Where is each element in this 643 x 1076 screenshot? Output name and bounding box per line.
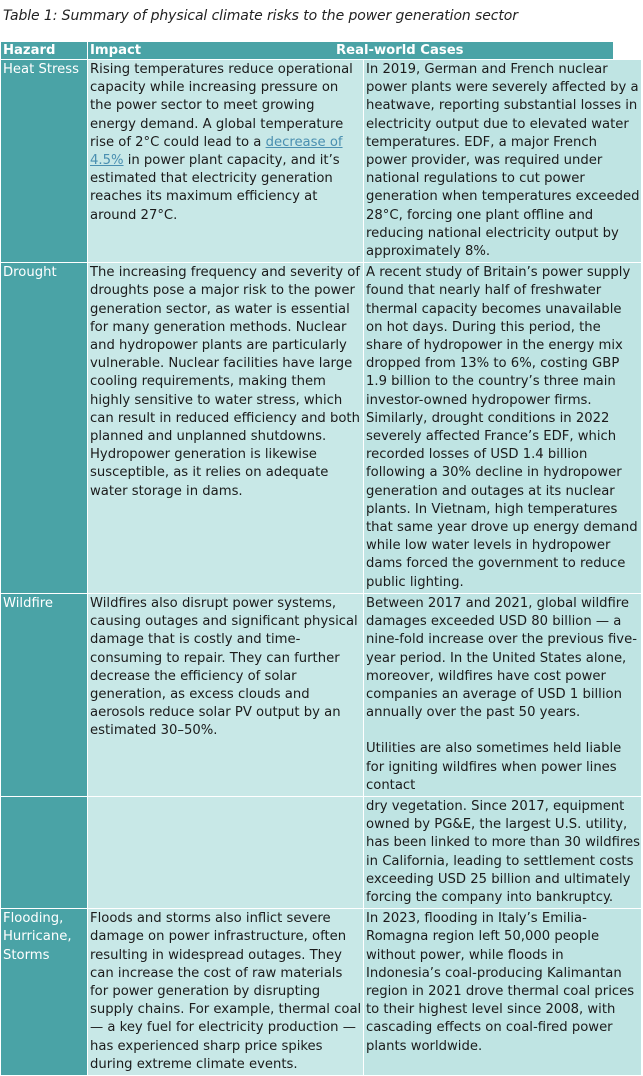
cases-cell: dry vegetation. Since 2017, equipment owned by PG&E, the largest U.S. utility, has been linked to more than 30 wildfires in California, leading to settlement costs exceeding USD 25 billion and ultimately forcing the company into bankruptcy. [364, 796, 642, 908]
impact-cell: The increasing frequency and severity of droughts pose a major risk to the power generation sector, as water is essential for many generation methods. Nuclear and hydropower plants are particularly vulnerable. Nuclear facilities have large cooling requirements, making them highly sensitive to water stress, which can result in reduced efficiency and both planned and unplanned shutdowns. Hydropower generation is likewise susceptible, as it relies on adequate water storage in dams. [88, 263, 364, 594]
impact-text: Rising temperatures reduce operational capacity while increasing pressure on the power sector to meet growing energy demand. A global temperature rise of 2°C could lead to a [90, 62, 353, 150]
table-row-wildfire-continued [1, 796, 642, 908]
cases-cell [364, 593, 642, 796]
table-row-drought [1, 263, 642, 594]
header-hazard: Hazard [1, 42, 88, 60]
hazard-cell: Flooding, Hurricane, Storms [1, 909, 88, 1076]
cases-paragraph: Utilities are also sometimes held liable for igniting wildfires when power lines contact [366, 741, 622, 793]
cases-cell: A recent study of Britain’s power supply found that nearly half of freshwater thermal capacity becomes unavailable on hot days. During this period, the share of hydropower in the energy mix dropped from 13% to 6%, costing GBP 1.9 billion to the country’s three main investor-owned hydropower firms. Similarly, drought conditions in 2022 severely affected France’s EDF, which recorded losses of USD 1.4 billion following a 30% decline in hydropower generation and outages at its nuclear plants. In Vietnam, high temperatures that same year drove up energy demand while low water levels in hydropower dams forced the government to reduce public lighting. [364, 263, 642, 594]
cases-cell: In 2023, flooding in Italy’s Emilia-Romagna region left 50,000 people without power, while floods in Indonesia’s coal-producing Kalimantan region in 2021 drove thermal coal prices to their highest level since 2008, with cascading effects on coal-fired power plants worldwide. [364, 909, 642, 1076]
table-row-heat-stress [1, 60, 642, 263]
table-row-flooding [1, 909, 642, 1076]
header-real-world-cases: Real-world Cases [336, 42, 614, 60]
impact-cell [88, 796, 364, 908]
hazard-cell [1, 796, 88, 908]
table-row-wildfire [1, 593, 642, 796]
paragraph-gap [366, 722, 640, 740]
climate-risk-table [0, 41, 642, 1076]
impact-cell: Wildfires also disrupt power systems, causing outages and significant physical damage that is costly and time-consuming to repair. They can further decrease the efficiency of solar generation, as excess clouds and aerosols reduce solar PV output by an estimated 30–50%. [88, 593, 364, 796]
cases-cell: In 2019, German and French nuclear power plants were severely affected by a heatwave, reporting substantial losses in electricity output due to elevated water temperatures. EDF, a major French power provider, was required under national regulations to cut power generation when temperatures exceeded 28°C, forcing one plant offline and reducing national electricity output by approximately 8%. [364, 60, 642, 263]
impact-cell: Floods and storms also inflict severe damage on power infrastructure, often resulting in widespread outages. They can increase the cost of raw materials for power generation by disrupting supply chains. For example, thermal coal — a key fuel for electricity production — has experienced sharp price spikes during extreme climate events. [88, 909, 364, 1076]
table-caption: Table 1: Summary of physical climate risks to the power generation sector [3, 8, 518, 24]
impact-cell [88, 60, 364, 263]
header-impact: Impact [88, 42, 364, 60]
decrease-link[interactable]: decrease of 4.5% [90, 134, 343, 169]
cases-paragraph: Between 2017 and 2021, global wildfire damages exceeded USD 80 billion — a nine-fold increase over the previous five-year period. In the United States alone, moreover, wildfires have cost power companies an average of USD 1 billion annually over the past 50 years. [366, 595, 637, 721]
hazard-cell: Drought [1, 263, 88, 594]
hazard-cell: Heat Stress [1, 60, 88, 263]
impact-text-cont: in power plant capacity, and it’s estimated that electricity generation reaches its maximum efficiency at around 27°C. [90, 153, 340, 223]
hazard-cell: Wildfire [1, 593, 88, 796]
table-header-row [1, 42, 642, 60]
